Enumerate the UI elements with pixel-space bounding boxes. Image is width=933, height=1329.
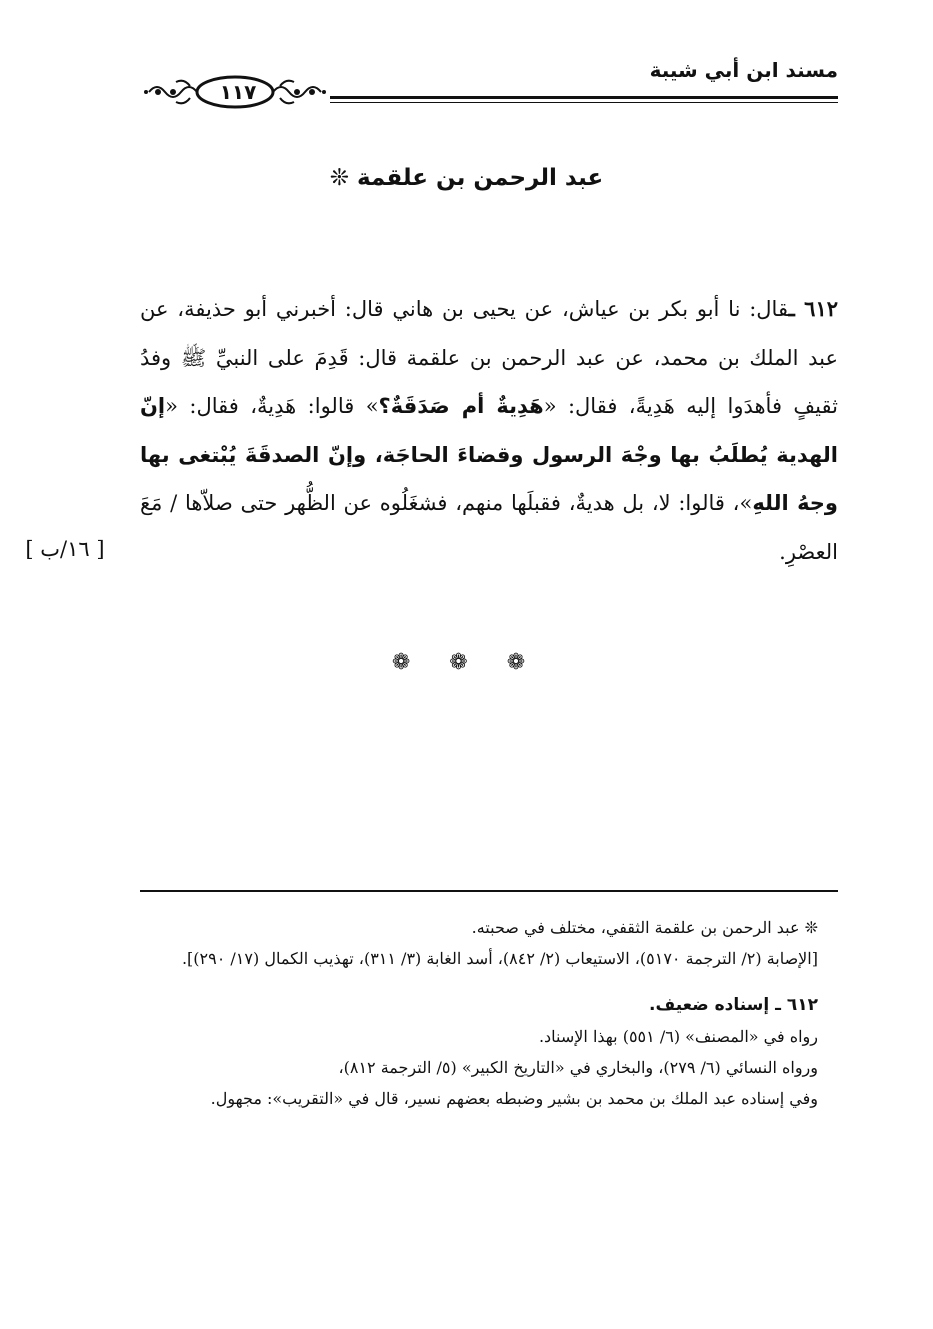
footnote-narrator [140, 912, 818, 974]
header-rule [330, 96, 838, 106]
footnote-hadith-heading: ٦١٢ ـ إسناده ضعيف. [649, 995, 818, 1015]
hadith-quote-2: إنّ الهدية يُطلَبُ بها وجْهَ الرسول وقضاءَ الحاجَة، وإنّ الصدقَةَ يُبْتغى بها وجهُ اللهِ [140, 394, 838, 515]
footnote-rule [140, 890, 838, 892]
footnote-hadith [140, 990, 818, 1114]
footnote-hadith-line-2: ورواه النسائي (٦/ ٢٧٩)، والبخاري في «التاريخ الكبير» (٥/ الترجمة ٨١٢)، [338, 1058, 818, 1077]
manuscript-folio-note: [ ١٦/ب ] [25, 537, 105, 561]
hadith-text-part-3: »، قالوا: لا، بل هديةٌ، فقبلَها منهم، فشغَلُوه عن الظُّهر حتى صلاّها / مَعَ العصْرِ. [140, 491, 838, 564]
header-rule-thick [330, 96, 838, 99]
header-rule-thin [330, 102, 838, 103]
hadith-text-part-2: » قالوا: هَدِيةٌ، فقال: « [165, 394, 379, 418]
section-heading: عبد الرحمن بن علقمة ❊ [329, 165, 604, 191]
hadith-quote-1: هَدِيةٌ أم صَدَقَةٌ؟ [378, 394, 544, 418]
hadith-text-part-1: قال: نا أبو بكر بن عياش، عن يحيى بن هاني قال: أخبرني أبو حذيفة، عن عبد الملك بن محمد، عن عبد الرحمن بن علقمة قال: قَدِمَ على النبيِّ ﷺ وفدُ ثقيفٍ فأهدَوا إليه هَدِيةً، فقال: « [140, 297, 838, 418]
running-title: مسند ابن أبي شيبة [649, 58, 838, 82]
footnotes [140, 912, 818, 1130]
section-separator: ❁ ❁ ❁ [391, 650, 542, 675]
footnote-narrator-line-1: ❊ عبد الرحمن بن علقمة الثقفي، مختلف في صحبته. [471, 918, 818, 937]
footnote-hadith-line-3: وفي إسناده عبد الملك بن محمد بن بشير وضبطه بعضهم نسير، قال في «التقريب»: مجهول. [210, 1089, 818, 1108]
footnote-narrator-line-2: [الإصابة (٢/ الترجمة ٥١٧٠)، الاستيعاب (٢/ ٨٤٢)، أسد الغابة (٣/ ٣١١)، تهذيب الكمال (١٧/ ٢٩٠)]. [181, 949, 818, 968]
page-number: ١١٧ [219, 80, 257, 104]
footnote-hadith-line-1: رواه في «المصنف» (٦/ ٥٥١) بهذا الإسناد. [538, 1027, 818, 1046]
hadith-text [140, 285, 838, 576]
hadith-number: ٦١٢ ـ [788, 296, 839, 321]
